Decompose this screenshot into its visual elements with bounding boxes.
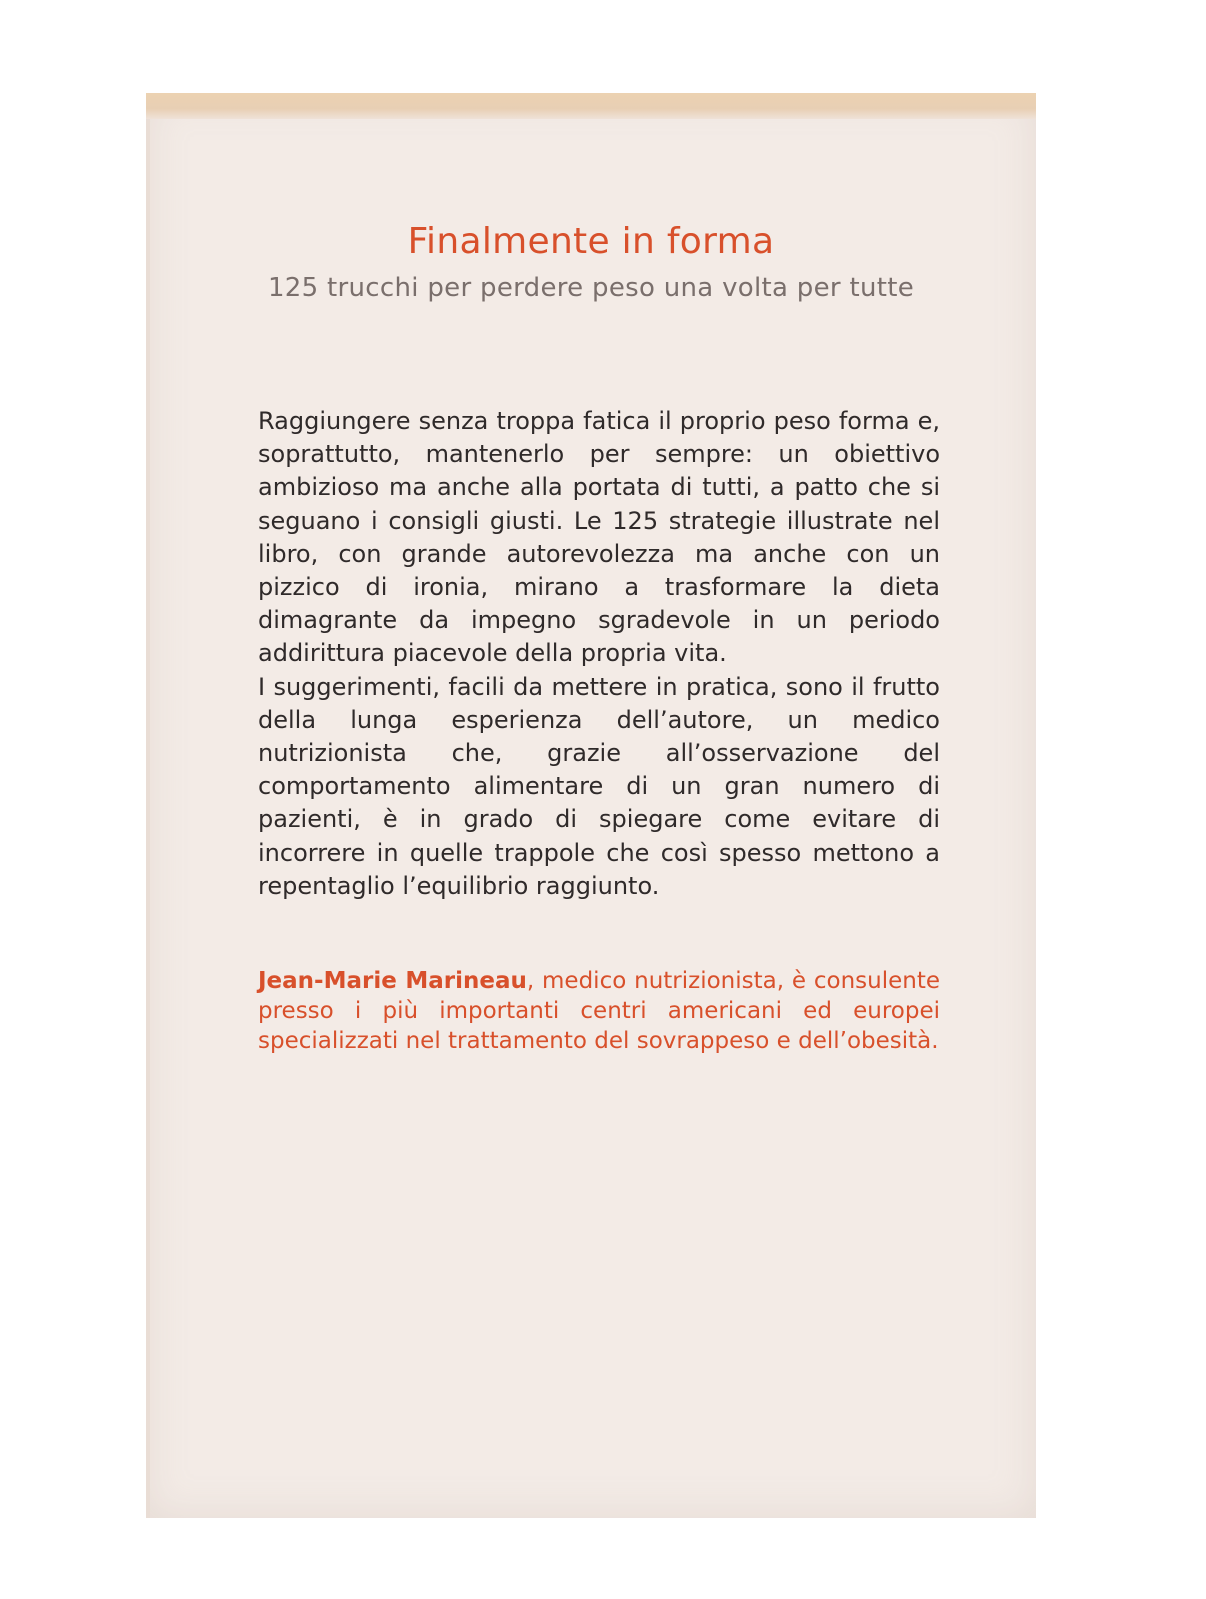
book-top-edge	[146, 93, 1036, 119]
author-name: Jean-Marie Marineau	[258, 968, 527, 994]
book-left-edge	[146, 119, 150, 1518]
author-bio	[258, 966, 940, 1056]
book-subtitle: 125 trucchi per perdere peso una volta per tutte	[267, 273, 915, 303]
description-paragraph-2: I suggerimenti, facili da mettere in pratica, sono il frutto della lunga esperienza dell’autore, un medico nutrizionista che, grazie all’osservazione del comportamento alimentare di un gran numero di pazienti, è in grado di spiegare come evitare di incorrere in quelle trappole che così spesso mettono a repentaglio l’equilibrio raggiunto.	[258, 672, 940, 900]
description-paragraph-1: Raggiungere senza troppa fatica il proprio peso forma e, soprattutto, mantenerlo per sempre: un obiettivo ambizioso ma anche alla portata di tutti, a patto che si seguano i consigli giusti. Le 125 strategie illustrate nel libro, con grande autorevolezza ma anche con un pizzico di ironia, mirano a trasformare la dieta dimagrante da impegno sgradevole in un periodo addirittura piacevole della propria vita.	[258, 407, 940, 668]
author-bio-text: , medico nutrizionista, è consulente presso i più importanti centri americani ed europei specializzati nel trattamento del sovrappeso e dell’obesità.	[258, 968, 940, 1054]
book-title: Finalmente in forma	[407, 221, 775, 262]
book-back-cover	[146, 93, 1036, 1518]
book-description	[258, 405, 940, 903]
